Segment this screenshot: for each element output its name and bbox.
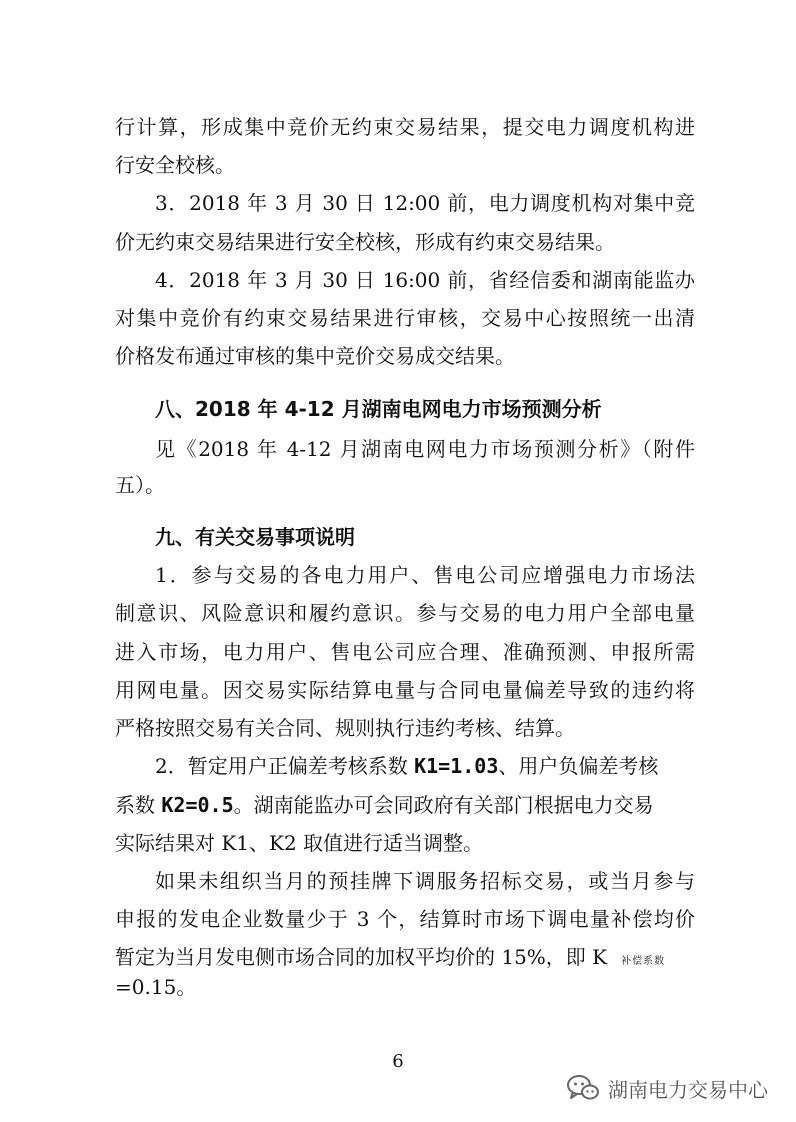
paragraph-line: 实际结果对 K1、K2 取值进行适当调整。 <box>115 831 484 855</box>
section-heading-9: 九、有关交易事项说明 <box>155 525 355 549</box>
k1-value: K1=1.03 <box>414 754 499 778</box>
text-run: 暂定为当月发电侧市场合同的加权平均价的 15%，即 K <box>115 945 608 969</box>
section-heading-8: 八、2018 年 4-12 月湖南电网电力市场预测分析 <box>155 397 602 421</box>
text-run: 。湖南能监办可会同政府有关部门根据电力交易 <box>233 793 654 817</box>
paragraph-line: 申报的发电企业数量少于 3 个，结算时市场下调电量补偿均价 <box>115 907 695 931</box>
watermark-text: 湖南电力交易中心 <box>608 1077 768 1102</box>
subscript-text: 补偿系数 <box>621 956 666 967</box>
paragraph-line: 行安全校核。 <box>115 153 235 177</box>
paragraph-line: 1．参与交易的各电力用户、售电公司应增强电力市场法 <box>155 563 695 587</box>
paragraph-line: 4．2018 年 3 月 30 日 16:00 前，省经信委和湖南能监办 <box>155 268 695 292</box>
k2-value: K2=0.5 <box>161 793 234 817</box>
watermark <box>566 1071 768 1105</box>
wechat-icon <box>566 1073 600 1103</box>
paragraph-line <box>155 751 695 781</box>
paragraph-line: 见《2018 年 4-12 月湖南电网电力市场预测分析》（附件 <box>155 437 695 461</box>
paragraph-line: 用网电量。因交易实际结算电量与合同电量偏差导致的违约将 <box>115 678 695 702</box>
text-run: 系数 <box>115 793 162 817</box>
paragraph-line: 行计算，形成集中竞价无约束交易结果，提交电力调度机构进 <box>115 115 695 139</box>
paragraph-line: 如果未组织当月的预挂牌下调服务招标交易，或当月参与 <box>155 869 695 893</box>
paragraph-line <box>115 942 695 972</box>
page-number: 6 <box>392 1051 404 1072</box>
paragraph-line: 3．2018 年 3 月 30 日 12:00 前，电力调度机构对集中竞 <box>155 191 695 215</box>
paragraph-line: 五）。 <box>115 473 165 497</box>
paragraph-line: 进入市场，电力用户、售电公司应合理、准确预测、申报所需 <box>115 640 695 664</box>
paragraph-line: 严格按照交易有关合同、规则执行违约考核、结算。 <box>115 716 575 740</box>
paragraph-line: 价格发布通过审核的集中竞价交易成交结果。 <box>115 344 515 368</box>
paragraph-line <box>115 790 695 820</box>
paragraph-line: 价无约束交易结果进行安全校核，形成有约束交易结果。 <box>115 230 615 254</box>
paragraph-line: 对集中竞价有约束交易结果进行审核，交易中心按照统一出清 <box>115 306 695 330</box>
paragraph-line: 制意识、风险意识和履约意识。参与交易的电力用户全部电量 <box>115 601 695 625</box>
paragraph-line: =0.15。 <box>115 975 197 999</box>
text-run: 、用户负偏差考核 <box>498 754 659 778</box>
text-run: 2．暂定用户正偏差考核系数 <box>155 754 415 778</box>
